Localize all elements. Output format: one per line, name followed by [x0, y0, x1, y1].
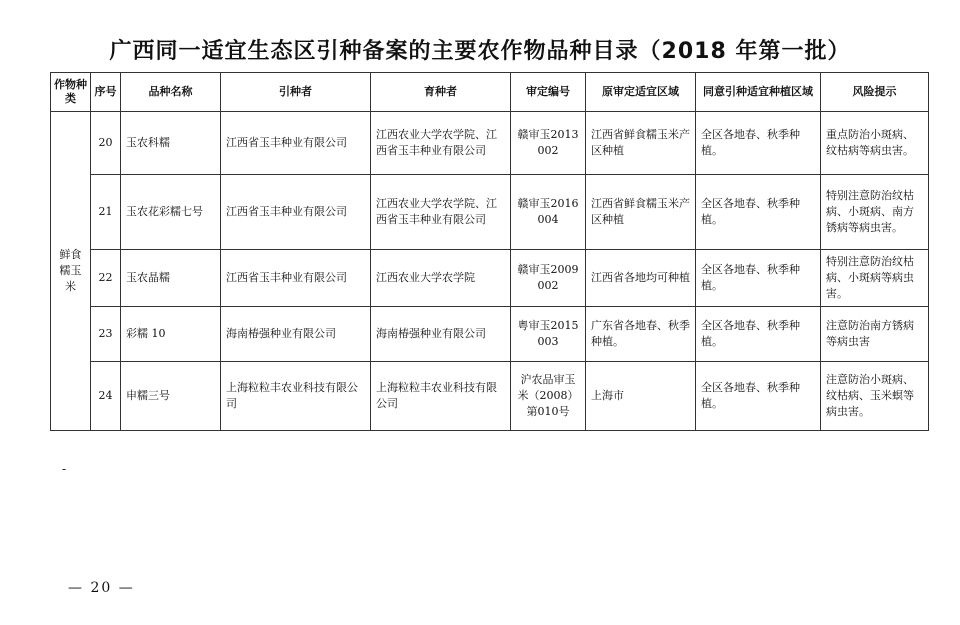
risk-cell: 注意防治南方锈病等病虫害 [821, 307, 929, 362]
approval-no-cell: 赣审玉2013002 [511, 112, 586, 175]
page-title: 广西同一适宜生态区引种备案的主要农作物品种目录（2018 年第一批） [109, 39, 851, 64]
approval-no-cell: 赣审玉2009002 [511, 250, 586, 307]
breeder-cell: 江西农业大学农学院 [371, 250, 511, 307]
seq-cell: 22 [91, 250, 121, 307]
table-row [51, 362, 929, 431]
header-introducer: 引种者 [221, 73, 371, 112]
crop-type-cell: 鲜食糯玉米 [51, 112, 91, 431]
table-row [51, 307, 929, 362]
table-row [51, 112, 929, 175]
header-risk: 风险提示 [821, 73, 929, 112]
agreed-region-cell: 全区各地春、秋季种植。 [696, 112, 821, 175]
table-row [51, 250, 929, 307]
introducer-cell: 江西省玉丰种业有限公司 [221, 112, 371, 175]
orig-region-cell: 江西省鲜食糯玉米产区种植 [586, 112, 696, 175]
seq-cell: 23 [91, 307, 121, 362]
orig-region-cell: 江西省鲜食糯玉米产区种植 [586, 175, 696, 250]
header-crop-type: 作物种类 [51, 73, 91, 112]
introducer-cell: 江西省玉丰种业有限公司 [221, 175, 371, 250]
variety-cell: 申糯三号 [121, 362, 221, 431]
introducer-cell: 海南椿强种业有限公司 [221, 307, 371, 362]
header-agreed-region: 同意引种适宜种植区域 [696, 73, 821, 112]
breeder-cell: 上海粒粒丰农业科技有限公司 [371, 362, 511, 431]
agreed-region-cell: 全区各地春、秋季种植。 [696, 250, 821, 307]
agreed-region-cell: 全区各地春、秋季种植。 [696, 175, 821, 250]
header-breeder: 育种者 [371, 73, 511, 112]
introducer-cell: 江西省玉丰种业有限公司 [221, 250, 371, 307]
risk-cell: 重点防治小斑病、纹枯病等病虫害。 [821, 112, 929, 175]
orig-region-cell: 江西省各地均可种植 [586, 250, 696, 307]
header-orig-region: 原审定适宜区域 [586, 73, 696, 112]
approval-no-cell: 沪农品审玉米（2008）第010号 [511, 362, 586, 431]
stray-mark: - [62, 462, 67, 476]
orig-region-cell: 上海市 [586, 362, 696, 431]
approval-no-cell: 赣审玉2016004 [511, 175, 586, 250]
table-row [51, 175, 929, 250]
variety-cell: 玉农科糯 [121, 112, 221, 175]
orig-region-cell: 广东省各地春、秋季种植。 [586, 307, 696, 362]
header-seq: 序号 [91, 73, 121, 112]
risk-cell: 特别注意防治纹枯病、小斑病等病虫害。 [821, 250, 929, 307]
seq-cell: 24 [91, 362, 121, 431]
page-number: — 20 — [68, 580, 135, 596]
variety-table [50, 72, 929, 431]
breeder-cell: 海南椿强种业有限公司 [371, 307, 511, 362]
seq-cell: 21 [91, 175, 121, 250]
variety-cell: 彩糯 10 [121, 307, 221, 362]
agreed-region-cell: 全区各地春、秋季种植。 [696, 307, 821, 362]
seq-cell: 20 [91, 112, 121, 175]
agreed-region-cell: 全区各地春、秋季种植。 [696, 362, 821, 431]
table-header-row [51, 73, 929, 112]
variety-cell: 玉农晶糯 [121, 250, 221, 307]
breeder-cell: 江西农业大学农学院、江西省玉丰种业有限公司 [371, 175, 511, 250]
risk-cell: 注意防治小斑病、纹枯病、玉米螟等病虫害。 [821, 362, 929, 431]
risk-cell: 特别注意防治纹枯病、小斑病、南方锈病等病虫害。 [821, 175, 929, 250]
approval-no-cell: 粤审玉2015003 [511, 307, 586, 362]
header-approval-no: 审定编号 [511, 73, 586, 112]
variety-cell: 玉农花彩糯七号 [121, 175, 221, 250]
header-variety: 品种名称 [121, 73, 221, 112]
introducer-cell: 上海粒粒丰农业科技有限公司 [221, 362, 371, 431]
breeder-cell: 江西农业大学农学院、江西省玉丰种业有限公司 [371, 112, 511, 175]
